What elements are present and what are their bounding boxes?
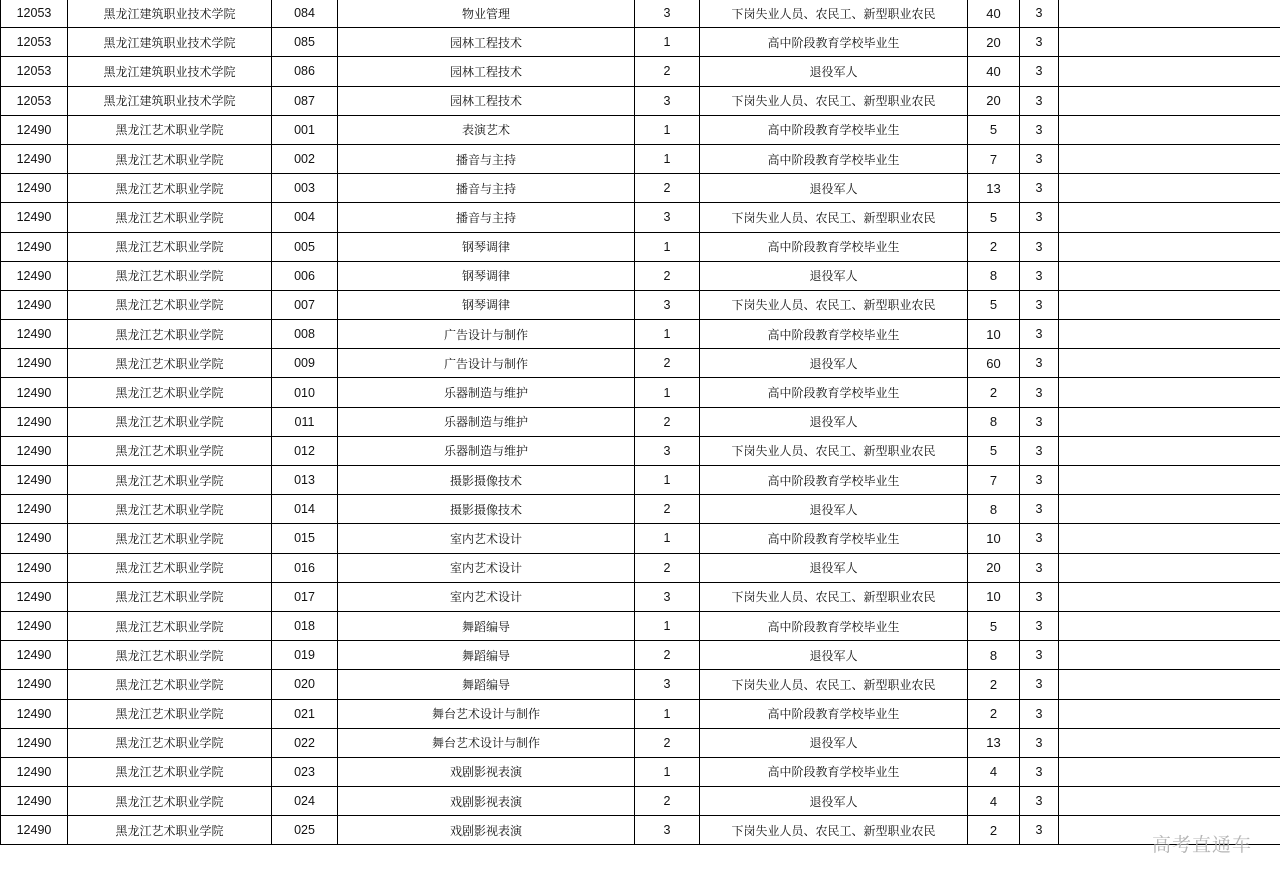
major-code-cell: 011 (272, 407, 338, 436)
major-code-cell: 010 (272, 378, 338, 407)
major-name-cell: 摄影摄像技术 (338, 495, 635, 524)
school-code-cell: 12490 (1, 407, 68, 436)
school-name-cell: 黑龙江艺术职业学院 (68, 407, 272, 436)
years-cell: 3 (1020, 407, 1059, 436)
major-code-cell: 002 (272, 144, 338, 173)
category-cell: 2 (635, 349, 700, 378)
school-name-cell: 黑龙江艺术职业学院 (68, 495, 272, 524)
school-code-cell: 12490 (1, 378, 68, 407)
applicant-type-cell: 高中阶段教育学校毕业生 (700, 757, 968, 786)
years-cell: 3 (1020, 28, 1059, 57)
category-cell: 1 (635, 232, 700, 261)
table-row (1, 670, 1280, 699)
major-code-cell: 087 (272, 86, 338, 115)
category-cell: 3 (635, 816, 700, 845)
plan-count-cell: 60 (968, 349, 1020, 378)
school-name-cell: 黑龙江艺术职业学院 (68, 699, 272, 728)
applicant-type-cell: 高中阶段教育学校毕业生 (700, 611, 968, 640)
major-code-cell: 014 (272, 495, 338, 524)
major-name-cell: 舞台艺术设计与制作 (338, 728, 635, 757)
major-name-cell: 播音与主持 (338, 203, 635, 232)
years-cell: 3 (1020, 466, 1059, 495)
applicant-type-cell: 下岗失业人员、农民工、新型职业农民 (700, 670, 968, 699)
school-name-cell: 黑龙江艺术职业学院 (68, 436, 272, 465)
major-code-cell: 019 (272, 641, 338, 670)
plan-count-cell: 40 (968, 57, 1020, 86)
note-cell (1059, 466, 1280, 495)
category-cell: 2 (635, 174, 700, 203)
plan-count-cell: 13 (968, 728, 1020, 757)
table-row (1, 86, 1280, 115)
major-name-cell: 钢琴调律 (338, 232, 635, 261)
school-name-cell: 黑龙江艺术职业学院 (68, 203, 272, 232)
table-row (1, 816, 1280, 845)
years-cell: 3 (1020, 290, 1059, 319)
applicant-type-cell: 退役军人 (700, 728, 968, 757)
applicant-type-cell: 高中阶段教育学校毕业生 (700, 232, 968, 261)
school-code-cell: 12053 (1, 86, 68, 115)
applicant-type-cell: 高中阶段教育学校毕业生 (700, 699, 968, 728)
years-cell: 3 (1020, 641, 1059, 670)
plan-count-cell: 8 (968, 407, 1020, 436)
years-cell: 3 (1020, 728, 1059, 757)
table-row (1, 553, 1280, 582)
major-code-cell: 023 (272, 757, 338, 786)
major-code-cell: 018 (272, 611, 338, 640)
school-code-cell: 12490 (1, 115, 68, 144)
table-row (1, 0, 1280, 28)
category-cell: 1 (635, 466, 700, 495)
applicant-type-cell: 退役军人 (700, 787, 968, 816)
school-code-cell: 12490 (1, 582, 68, 611)
major-name-cell: 摄影摄像技术 (338, 466, 635, 495)
major-name-cell: 舞蹈编导 (338, 611, 635, 640)
category-cell: 2 (635, 553, 700, 582)
applicant-type-cell: 高中阶段教育学校毕业生 (700, 378, 968, 407)
applicant-type-cell: 退役军人 (700, 495, 968, 524)
applicant-type-cell: 高中阶段教育学校毕业生 (700, 466, 968, 495)
plan-count-cell: 40 (968, 0, 1020, 28)
note-cell (1059, 115, 1280, 144)
major-code-cell: 085 (272, 28, 338, 57)
note-cell (1059, 582, 1280, 611)
years-cell: 3 (1020, 174, 1059, 203)
plan-count-cell: 4 (968, 787, 1020, 816)
applicant-type-cell: 下岗失业人员、农民工、新型职业农民 (700, 290, 968, 319)
note-cell (1059, 320, 1280, 349)
plan-count-cell: 8 (968, 495, 1020, 524)
years-cell: 3 (1020, 436, 1059, 465)
plan-count-cell: 20 (968, 86, 1020, 115)
category-cell: 1 (635, 28, 700, 57)
category-cell: 1 (635, 144, 700, 173)
note-cell (1059, 174, 1280, 203)
years-cell: 3 (1020, 349, 1059, 378)
note-cell (1059, 407, 1280, 436)
major-name-cell: 播音与主持 (338, 174, 635, 203)
note-cell (1059, 57, 1280, 86)
years-cell: 3 (1020, 787, 1059, 816)
school-name-cell: 黑龙江艺术职业学院 (68, 816, 272, 845)
major-name-cell: 园林工程技术 (338, 86, 635, 115)
table-row (1, 261, 1280, 290)
major-name-cell: 舞蹈编导 (338, 670, 635, 699)
plan-count-cell: 10 (968, 320, 1020, 349)
school-name-cell: 黑龙江建筑职业技术学院 (68, 0, 272, 28)
years-cell: 3 (1020, 378, 1059, 407)
years-cell: 3 (1020, 0, 1059, 28)
school-name-cell: 黑龙江艺术职业学院 (68, 757, 272, 786)
note-cell (1059, 203, 1280, 232)
years-cell: 3 (1020, 611, 1059, 640)
plan-count-cell: 2 (968, 670, 1020, 699)
major-name-cell: 乐器制造与维护 (338, 436, 635, 465)
applicant-type-cell: 退役军人 (700, 261, 968, 290)
plan-count-cell: 5 (968, 436, 1020, 465)
school-name-cell: 黑龙江艺术职业学院 (68, 261, 272, 290)
table-row (1, 407, 1280, 436)
table-row (1, 115, 1280, 144)
applicant-type-cell: 下岗失业人员、农民工、新型职业农民 (700, 436, 968, 465)
school-code-cell: 12490 (1, 495, 68, 524)
applicant-type-cell: 退役军人 (700, 407, 968, 436)
applicant-type-cell: 高中阶段教育学校毕业生 (700, 320, 968, 349)
major-code-cell: 021 (272, 699, 338, 728)
table-row (1, 378, 1280, 407)
major-code-cell: 006 (272, 261, 338, 290)
school-name-cell: 黑龙江艺术职业学院 (68, 582, 272, 611)
years-cell: 3 (1020, 816, 1059, 845)
plan-count-cell: 20 (968, 553, 1020, 582)
years-cell: 3 (1020, 261, 1059, 290)
major-code-cell: 005 (272, 232, 338, 261)
table-row (1, 290, 1280, 319)
major-code-cell: 024 (272, 787, 338, 816)
years-cell: 3 (1020, 699, 1059, 728)
table-row (1, 349, 1280, 378)
category-cell: 2 (635, 728, 700, 757)
plan-count-cell: 5 (968, 115, 1020, 144)
major-name-cell: 钢琴调律 (338, 290, 635, 319)
table-row (1, 787, 1280, 816)
major-name-cell: 舞蹈编导 (338, 641, 635, 670)
major-code-cell: 017 (272, 582, 338, 611)
table-row (1, 174, 1280, 203)
table-row (1, 524, 1280, 553)
major-name-cell: 室内艺术设计 (338, 524, 635, 553)
major-code-cell: 012 (272, 436, 338, 465)
major-name-cell: 乐器制造与维护 (338, 378, 635, 407)
category-cell: 1 (635, 320, 700, 349)
school-code-cell: 12490 (1, 436, 68, 465)
plan-count-cell: 7 (968, 144, 1020, 173)
school-name-cell: 黑龙江艺术职业学院 (68, 349, 272, 378)
years-cell: 3 (1020, 115, 1059, 144)
note-cell (1059, 728, 1280, 757)
plan-count-cell: 13 (968, 174, 1020, 203)
major-name-cell: 广告设计与制作 (338, 349, 635, 378)
plan-count-cell: 2 (968, 699, 1020, 728)
category-cell: 3 (635, 203, 700, 232)
school-code-cell: 12490 (1, 290, 68, 319)
category-cell: 1 (635, 757, 700, 786)
school-code-cell: 12490 (1, 670, 68, 699)
category-cell: 2 (635, 407, 700, 436)
school-code-cell: 12490 (1, 611, 68, 640)
table-row (1, 611, 1280, 640)
table-row (1, 144, 1280, 173)
major-name-cell: 广告设计与制作 (338, 320, 635, 349)
major-name-cell: 舞台艺术设计与制作 (338, 699, 635, 728)
school-code-cell: 12053 (1, 0, 68, 28)
applicant-type-cell: 高中阶段教育学校毕业生 (700, 28, 968, 57)
major-code-cell: 003 (272, 174, 338, 203)
applicant-type-cell: 下岗失业人员、农民工、新型职业农民 (700, 582, 968, 611)
plan-count-cell: 5 (968, 290, 1020, 319)
school-code-cell: 12490 (1, 524, 68, 553)
category-cell: 2 (635, 261, 700, 290)
note-cell (1059, 28, 1280, 57)
major-name-cell: 戏剧影视表演 (338, 816, 635, 845)
major-name-cell: 戏剧影视表演 (338, 757, 635, 786)
plan-count-cell: 2 (968, 378, 1020, 407)
category-cell: 3 (635, 670, 700, 699)
applicant-type-cell: 高中阶段教育学校毕业生 (700, 524, 968, 553)
applicant-type-cell: 下岗失业人员、农民工、新型职业农民 (700, 0, 968, 28)
years-cell: 3 (1020, 86, 1059, 115)
years-cell: 3 (1020, 553, 1059, 582)
table-row (1, 757, 1280, 786)
school-name-cell: 黑龙江艺术职业学院 (68, 524, 272, 553)
category-cell: 3 (635, 436, 700, 465)
table-row (1, 699, 1280, 728)
school-code-cell: 12490 (1, 553, 68, 582)
school-code-cell: 12053 (1, 57, 68, 86)
school-name-cell: 黑龙江艺术职业学院 (68, 787, 272, 816)
school-name-cell: 黑龙江建筑职业技术学院 (68, 57, 272, 86)
school-code-cell: 12490 (1, 144, 68, 173)
school-code-cell: 12490 (1, 174, 68, 203)
major-name-cell: 物业管理 (338, 0, 635, 28)
note-cell (1059, 436, 1280, 465)
school-name-cell: 黑龙江艺术职业学院 (68, 466, 272, 495)
plan-count-cell: 2 (968, 816, 1020, 845)
school-name-cell: 黑龙江建筑职业技术学院 (68, 86, 272, 115)
major-code-cell: 020 (272, 670, 338, 699)
applicant-type-cell: 下岗失业人员、农民工、新型职业农民 (700, 86, 968, 115)
major-code-cell: 001 (272, 115, 338, 144)
school-code-cell: 12490 (1, 641, 68, 670)
plan-count-cell: 5 (968, 203, 1020, 232)
note-cell (1059, 524, 1280, 553)
note-cell (1059, 611, 1280, 640)
major-code-cell: 008 (272, 320, 338, 349)
applicant-type-cell: 退役军人 (700, 553, 968, 582)
major-name-cell: 室内艺术设计 (338, 553, 635, 582)
major-code-cell: 007 (272, 290, 338, 319)
major-name-cell: 播音与主持 (338, 144, 635, 173)
school-name-cell: 黑龙江艺术职业学院 (68, 174, 272, 203)
plan-count-cell: 20 (968, 28, 1020, 57)
years-cell: 3 (1020, 757, 1059, 786)
category-cell: 3 (635, 290, 700, 319)
note-cell (1059, 553, 1280, 582)
note-cell (1059, 699, 1280, 728)
table-row (1, 641, 1280, 670)
note-cell (1059, 757, 1280, 786)
plan-count-cell: 5 (968, 611, 1020, 640)
category-cell: 1 (635, 699, 700, 728)
years-cell: 3 (1020, 524, 1059, 553)
table-row (1, 28, 1280, 57)
school-name-cell: 黑龙江艺术职业学院 (68, 611, 272, 640)
category-cell: 2 (635, 641, 700, 670)
school-code-cell: 12490 (1, 203, 68, 232)
school-name-cell: 黑龙江艺术职业学院 (68, 144, 272, 173)
school-code-cell: 12490 (1, 816, 68, 845)
plan-count-cell: 10 (968, 524, 1020, 553)
table-row (1, 57, 1280, 86)
category-cell: 2 (635, 57, 700, 86)
note-cell (1059, 641, 1280, 670)
school-code-cell: 12490 (1, 757, 68, 786)
school-name-cell: 黑龙江建筑职业技术学院 (68, 28, 272, 57)
school-code-cell: 12490 (1, 349, 68, 378)
years-cell: 3 (1020, 495, 1059, 524)
note-cell (1059, 232, 1280, 261)
applicant-type-cell: 退役军人 (700, 174, 968, 203)
school-name-cell: 黑龙江艺术职业学院 (68, 378, 272, 407)
note-cell (1059, 670, 1280, 699)
plan-count-cell: 4 (968, 757, 1020, 786)
years-cell: 3 (1020, 57, 1059, 86)
major-code-cell: 025 (272, 816, 338, 845)
table-row (1, 203, 1280, 232)
note-cell (1059, 144, 1280, 173)
category-cell: 2 (635, 495, 700, 524)
note-cell (1059, 495, 1280, 524)
school-name-cell: 黑龙江艺术职业学院 (68, 641, 272, 670)
school-name-cell: 黑龙江艺术职业学院 (68, 290, 272, 319)
major-name-cell: 钢琴调律 (338, 261, 635, 290)
applicant-type-cell: 下岗失业人员、农民工、新型职业农民 (700, 816, 968, 845)
major-code-cell: 086 (272, 57, 338, 86)
note-cell (1059, 261, 1280, 290)
category-cell: 3 (635, 0, 700, 28)
years-cell: 3 (1020, 320, 1059, 349)
plan-count-cell: 2 (968, 232, 1020, 261)
table-row (1, 728, 1280, 757)
years-cell: 3 (1020, 582, 1059, 611)
plan-count-cell: 7 (968, 466, 1020, 495)
major-code-cell: 084 (272, 0, 338, 28)
school-code-cell: 12490 (1, 320, 68, 349)
school-name-cell: 黑龙江艺术职业学院 (68, 728, 272, 757)
category-cell: 1 (635, 115, 700, 144)
category-cell: 3 (635, 582, 700, 611)
major-code-cell: 022 (272, 728, 338, 757)
major-code-cell: 016 (272, 553, 338, 582)
years-cell: 3 (1020, 203, 1059, 232)
applicant-type-cell: 退役军人 (700, 57, 968, 86)
school-name-cell: 黑龙江艺术职业学院 (68, 115, 272, 144)
applicant-type-cell: 退役军人 (700, 349, 968, 378)
table-row (1, 436, 1280, 465)
table-body (1, 0, 1280, 845)
major-name-cell: 室内艺术设计 (338, 582, 635, 611)
major-name-cell: 表演艺术 (338, 115, 635, 144)
table-row (1, 320, 1280, 349)
table-row (1, 495, 1280, 524)
plan-count-cell: 8 (968, 641, 1020, 670)
years-cell: 3 (1020, 144, 1059, 173)
major-name-cell: 园林工程技术 (338, 28, 635, 57)
school-code-cell: 12053 (1, 28, 68, 57)
category-cell: 1 (635, 378, 700, 407)
school-name-cell: 黑龙江艺术职业学院 (68, 670, 272, 699)
school-name-cell: 黑龙江艺术职业学院 (68, 320, 272, 349)
table-row (1, 582, 1280, 611)
school-code-cell: 12490 (1, 232, 68, 261)
major-code-cell: 009 (272, 349, 338, 378)
major-name-cell: 戏剧影视表演 (338, 787, 635, 816)
school-code-cell: 12490 (1, 699, 68, 728)
school-code-cell: 12490 (1, 466, 68, 495)
note-cell (1059, 349, 1280, 378)
applicant-type-cell: 高中阶段教育学校毕业生 (700, 144, 968, 173)
note-cell (1059, 0, 1280, 28)
major-code-cell: 015 (272, 524, 338, 553)
applicant-type-cell: 高中阶段教育学校毕业生 (700, 115, 968, 144)
category-cell: 2 (635, 787, 700, 816)
table-row (1, 466, 1280, 495)
plan-count-cell: 8 (968, 261, 1020, 290)
plan-count-cell: 10 (968, 582, 1020, 611)
applicant-type-cell: 下岗失业人员、农民工、新型职业农民 (700, 203, 968, 232)
applicant-type-cell: 退役军人 (700, 641, 968, 670)
major-code-cell: 013 (272, 466, 338, 495)
school-code-cell: 12490 (1, 728, 68, 757)
table-row (1, 232, 1280, 261)
category-cell: 1 (635, 524, 700, 553)
school-code-cell: 12490 (1, 787, 68, 816)
major-name-cell: 园林工程技术 (338, 57, 635, 86)
years-cell: 3 (1020, 232, 1059, 261)
note-cell (1059, 787, 1280, 816)
note-cell (1059, 86, 1280, 115)
category-cell: 3 (635, 86, 700, 115)
note-cell (1059, 378, 1280, 407)
watermark-text: 高考直通车 (1151, 834, 1252, 856)
school-code-cell: 12490 (1, 261, 68, 290)
category-cell: 1 (635, 611, 700, 640)
years-cell: 3 (1020, 670, 1059, 699)
note-cell (1059, 290, 1280, 319)
major-name-cell: 乐器制造与维护 (338, 407, 635, 436)
school-name-cell: 黑龙江艺术职业学院 (68, 553, 272, 582)
school-name-cell: 黑龙江艺术职业学院 (68, 232, 272, 261)
major-code-cell: 004 (272, 203, 338, 232)
